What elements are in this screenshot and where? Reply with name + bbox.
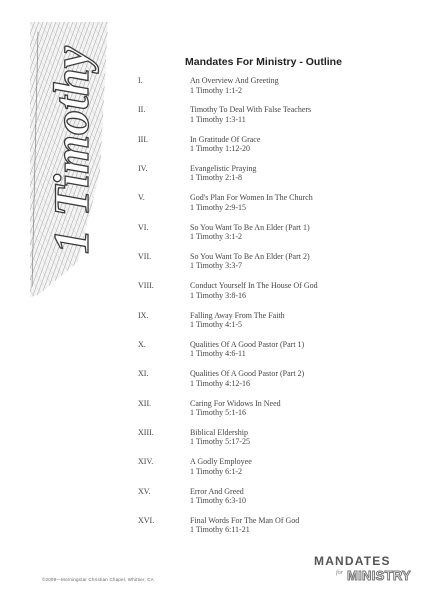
outline-numeral: VII. [138, 251, 152, 261]
logo-word-for: for [336, 570, 344, 576]
scripture-reference: 1 Timothy 3:8-16 [190, 290, 247, 300]
outline-title: So You Want To Be An Elder (Part 1) [190, 222, 310, 232]
outline-entry [138, 311, 408, 340]
outline-numeral: XIV. [138, 457, 154, 467]
hatched-banner-graphic [30, 22, 115, 297]
outline-title: Conduct Yourself In The House Of God [190, 281, 318, 291]
outline-entry [138, 428, 408, 457]
mandates-for-ministry-logo [314, 554, 412, 588]
outline-entry [138, 223, 408, 252]
book-title-text: 1 Timothy [43, 46, 99, 254]
outline-entry [138, 193, 408, 222]
outline-numeral: XV. [138, 486, 151, 496]
scripture-reference: 1 Timothy 6:3-10 [190, 496, 247, 506]
scripture-reference: 1 Timothy 5:1-16 [190, 408, 247, 418]
outline-numeral: VIII. [138, 281, 154, 291]
outline-numeral: VI. [138, 222, 149, 232]
scripture-reference: 1 Timothy 1:12-20 [190, 144, 251, 154]
scripture-reference: 1 Timothy 1:3-11 [190, 114, 246, 124]
outline-entry [138, 340, 408, 369]
outline-entry [138, 252, 408, 281]
scripture-reference: 1 Timothy 6:1-2 [190, 466, 243, 476]
outline-title: Biblical Eldership [190, 427, 248, 437]
scripture-reference: 1 Timothy 5:17-25 [190, 437, 251, 447]
scripture-reference: 1 Timothy 3:3-7 [190, 261, 243, 271]
scripture-reference: 1 Timothy 4:6-11 [190, 349, 246, 359]
outline-title: Final Words For The Man Of God [190, 515, 300, 525]
outline-title: Qualities Of A Good Pastor (Part 1) [190, 339, 305, 349]
scripture-reference: 1 Timothy 2:1-8 [190, 173, 243, 183]
scripture-reference: 1 Timothy 2:9-15 [190, 202, 247, 212]
page-title: Mandates For Ministry - Outline [185, 56, 342, 68]
book-title-banner [30, 22, 115, 297]
outline-numeral: XIII. [138, 427, 154, 437]
copyright-notice: ©2009—Morningstar Christian Chapel, Whittier, CA [42, 577, 154, 582]
outline-title: So You Want To Be An Elder (Part 2) [190, 251, 310, 261]
outline-entry [138, 369, 408, 398]
outline-entry [138, 457, 408, 486]
scripture-reference: 1 Timothy 1:1-2 [190, 85, 243, 95]
outline-title: Caring For Widows In Need [190, 398, 281, 408]
outline-list [138, 76, 408, 545]
outline-numeral: XII. [138, 398, 152, 408]
outline-entry [138, 164, 408, 193]
outline-entry [138, 399, 408, 428]
scripture-reference: 1 Timothy 4:1-5 [190, 320, 243, 330]
outline-entry [138, 487, 408, 516]
outline-title: Error And Greed [190, 486, 244, 496]
scripture-reference: 1 Timothy 3:1-2 [190, 232, 243, 242]
outline-numeral: I. [138, 76, 143, 85]
outline-numeral: XVI. [138, 515, 155, 525]
outline-entry [138, 516, 408, 545]
outline-entry [138, 135, 408, 164]
outline-numeral: II. [138, 105, 146, 115]
outline-title: Qualities Of A Good Pastor (Part 2) [190, 369, 305, 379]
logo-word-ministry: MINISTRY [347, 568, 412, 583]
outline-title: Falling Away From The Faith [190, 310, 285, 320]
outline-numeral: IX. [138, 310, 149, 320]
outline-numeral: V. [138, 193, 145, 203]
outline-entry [138, 76, 408, 105]
outline-title: An Overview And Greeting [190, 76, 279, 85]
outline-entry [138, 105, 408, 134]
outline-title: Evangelistic Praying [190, 163, 257, 173]
scripture-reference: 1 Timothy 6:11-21 [190, 525, 250, 535]
outline-title: In Gratitude Of Grace [190, 134, 261, 144]
outline-entry [138, 281, 408, 310]
outline-numeral: X. [138, 339, 146, 349]
outline-title: A Godly Employee [190, 457, 252, 467]
outline-numeral: III. [138, 134, 148, 144]
outline-title: Timothy To Deal With False Teachers [190, 105, 312, 115]
logo-word-mandates: MANDATES [314, 554, 391, 568]
outline-title: God's Plan For Women In The Church [190, 193, 313, 203]
scripture-reference: 1 Timothy 4:12-16 [190, 378, 251, 388]
outline-numeral: IV. [138, 163, 148, 173]
outline-numeral: XI. [138, 369, 149, 379]
